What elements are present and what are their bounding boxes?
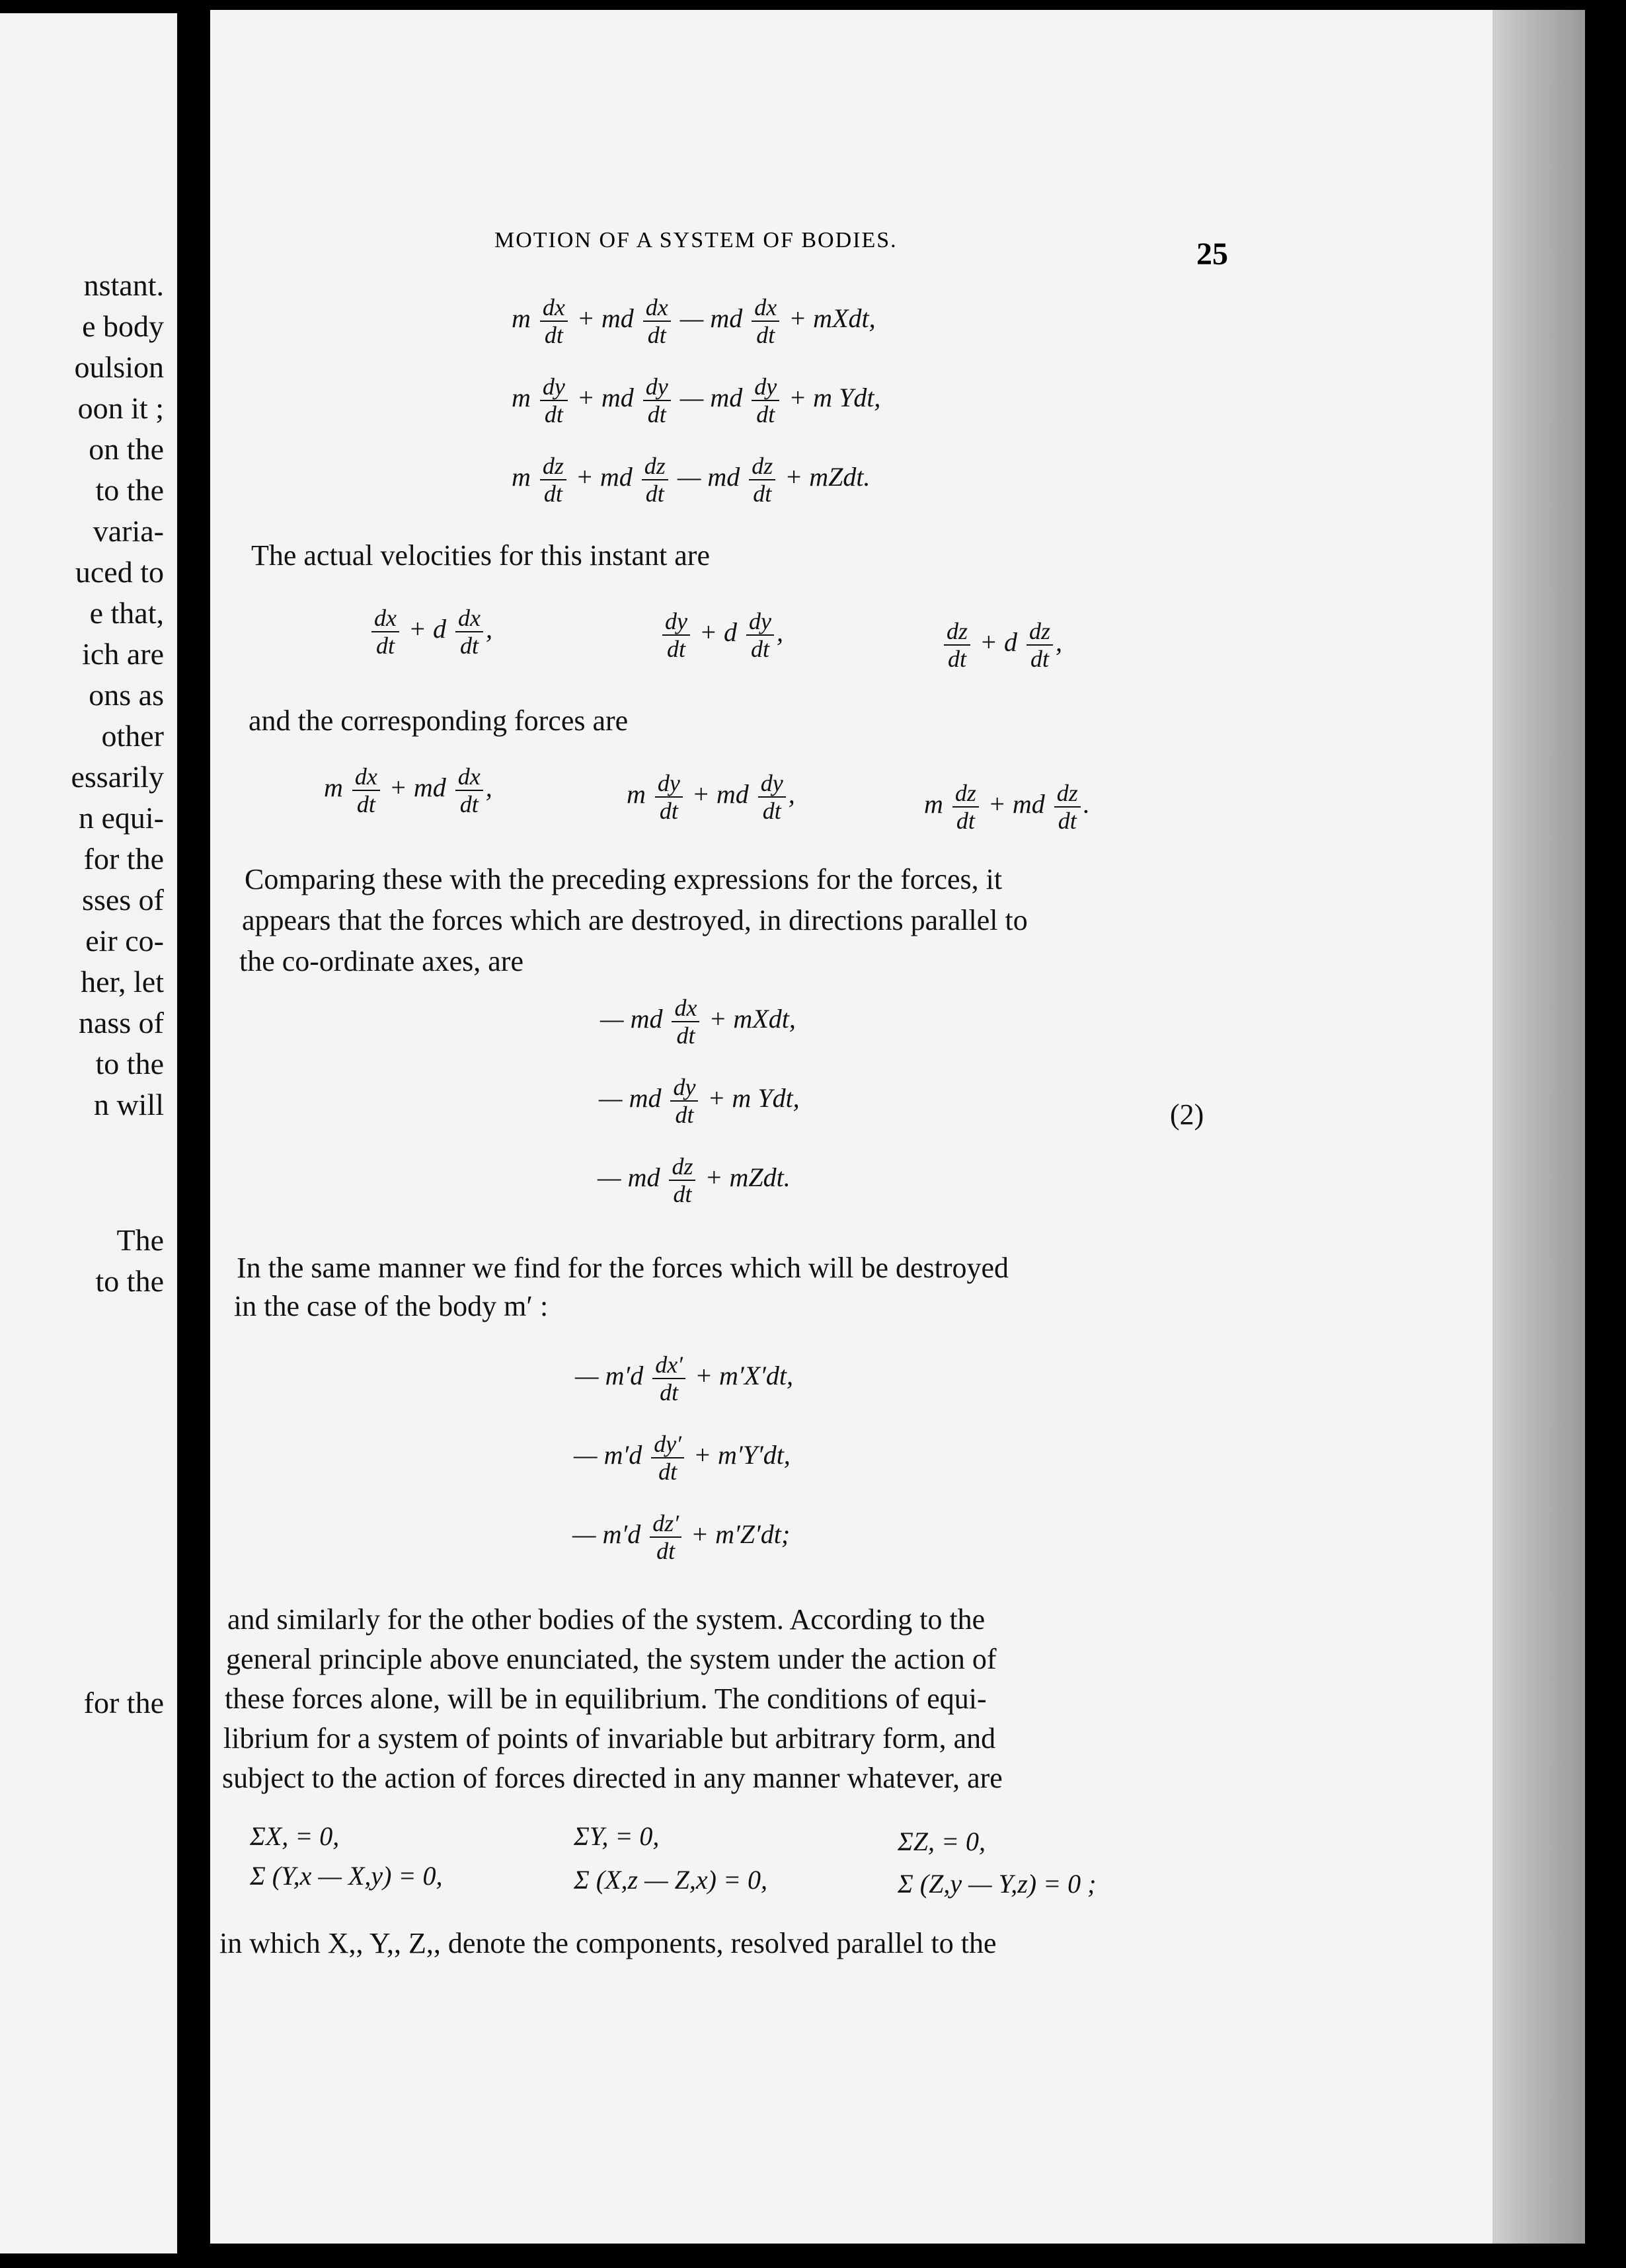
equation-line: — md $\frac{dx}{dt}$ + mXdt,: [600, 995, 796, 1049]
velocity-expression: $\frac{dz}{dt}$ + d $\frac{dz}{dt}$ ,: [941, 618, 1062, 672]
equation-line: — m′d $\frac{dz'}{dt}$ + m′Z′dt;: [572, 1510, 791, 1564]
paragraph-line: in the case of the body m′ :: [234, 1290, 549, 1322]
paragraph-line: in which X,, Y,, Z,, denote the components, resolved parallel to the: [219, 1927, 997, 1959]
velocity-expression: $\frac{dy}{dt}$ + d $\frac{dy}{dt}$ ,: [660, 608, 783, 662]
left-fragment: to the: [95, 1264, 164, 1298]
left-fragment: sses of: [82, 883, 164, 917]
left-fragment: eir co-: [85, 924, 164, 958]
left-fragment: on the: [89, 432, 164, 466]
left-fragment: oulsion: [74, 350, 164, 384]
paragraph-line: and the corresponding forces are: [249, 704, 629, 737]
paragraph-line: appears that the forces which are destroyed, in directions parallel to: [242, 904, 1028, 936]
left-fragment: ich are: [82, 637, 164, 671]
left-fragment: uced to: [75, 555, 164, 589]
equation-line: m $\frac{dz}{dt}$ + md $\frac{dz}{dt}$ — md $\frac{dz}{dt}$ + mZdt.: [512, 453, 871, 507]
force-expression: m $\frac{dz}{dt}$ + md $\frac{dz}{dt}$ .: [924, 780, 1090, 834]
velocity-expression: $\frac{dx}{dt}$ + d $\frac{dx}{dt}$ ,: [369, 605, 492, 659]
equation-line: — m′d $\frac{dx'}{dt}$ + m′X′dt,: [575, 1351, 793, 1406]
paragraph-line: Comparing these with the preceding expressions for the forces, it: [245, 863, 1003, 895]
condition: ΣZ, = 0,: [898, 1827, 986, 1856]
paragraph-line: subject to the action of forces directed in any manner whatever, are: [222, 1762, 1003, 1794]
condition: ΣY, = 0,: [574, 1821, 660, 1851]
left-fragment: her, let: [81, 965, 164, 999]
left-fragment: essarily: [71, 760, 164, 794]
paragraph-line: In the same manner we find for the forces which will be destroyed: [237, 1252, 1009, 1284]
paragraph-line: librium for a system of points of invariable but arbitrary form, and: [223, 1722, 996, 1755]
equation-line: — m′d $\frac{dy'}{dt}$ + m′Y′dt,: [574, 1431, 791, 1485]
left-fragment: n will: [93, 1088, 164, 1121]
page-number: 25: [1196, 237, 1228, 272]
page-edge: [1492, 10, 1585, 2244]
equation-number: (2): [1170, 1098, 1204, 1131]
left-fragment: for the: [83, 842, 164, 876]
left-fragment: ons as: [89, 678, 164, 712]
left-fragment: n equi-: [78, 801, 164, 835]
left-page: [0, 13, 182, 2253]
running-header: MOTION OF A SYSTEM OF BODIES.: [494, 228, 898, 252]
paragraph-line: The actual velocities for this instant are: [251, 539, 710, 572]
left-fragment: for the: [83, 1686, 164, 1720]
left-fragment: oon it ;: [77, 391, 164, 425]
left-fragment: to the: [95, 1047, 164, 1080]
condition: ΣX, = 0,: [250, 1821, 340, 1851]
paragraph-line: these forces alone, will be in equilibrium. The conditions of equi-: [225, 1682, 987, 1715]
equation-line: m $\frac{dx}{dt}$ + md $\frac{dx}{dt}$ — md $\frac{dx}{dt}$ + mXdt,: [512, 294, 876, 348]
right-page: [210, 10, 1585, 2244]
left-fragment: other: [101, 719, 164, 753]
condition: Σ (Z,y — Y,z) = 0 ;: [898, 1869, 1097, 1899]
book-gutter: [177, 0, 210, 2268]
force-expression: m $\frac{dx}{dt}$ + md $\frac{dx}{dt}$ ,: [324, 763, 492, 817]
left-fragment: to the: [95, 473, 164, 507]
condition: Σ (X,z — Z,x) = 0,: [574, 1865, 767, 1895]
left-fragment: nstant.: [83, 268, 164, 302]
equation-line: — md $\frac{dy}{dt}$ + m Ydt,: [599, 1074, 800, 1128]
left-fragment: nass of: [78, 1006, 164, 1040]
equation-line: m $\frac{dy}{dt}$ + md $\frac{dy}{dt}$ — md $\frac{dy}{dt}$ + m Ydt,: [512, 373, 881, 428]
paragraph-line: the co-ordinate axes, are: [239, 945, 523, 977]
left-fragment: e body: [82, 309, 164, 343]
force-expression: m $\frac{dy}{dt}$ + md $\frac{dy}{dt}$ ,: [627, 770, 795, 824]
condition: Σ (Y,x — X,y) = 0,: [250, 1861, 443, 1891]
left-fragment: The: [116, 1223, 164, 1257]
left-fragment: e that,: [89, 596, 164, 630]
left-fragment: varia-: [93, 514, 164, 548]
paragraph-line: general principle above enunciated, the system under the action of: [226, 1643, 997, 1675]
equation-line: — md $\frac{dz}{dt}$ + mZdt.: [598, 1153, 791, 1207]
paragraph-line: and similarly for the other bodies of the system. According to the: [227, 1603, 986, 1636]
